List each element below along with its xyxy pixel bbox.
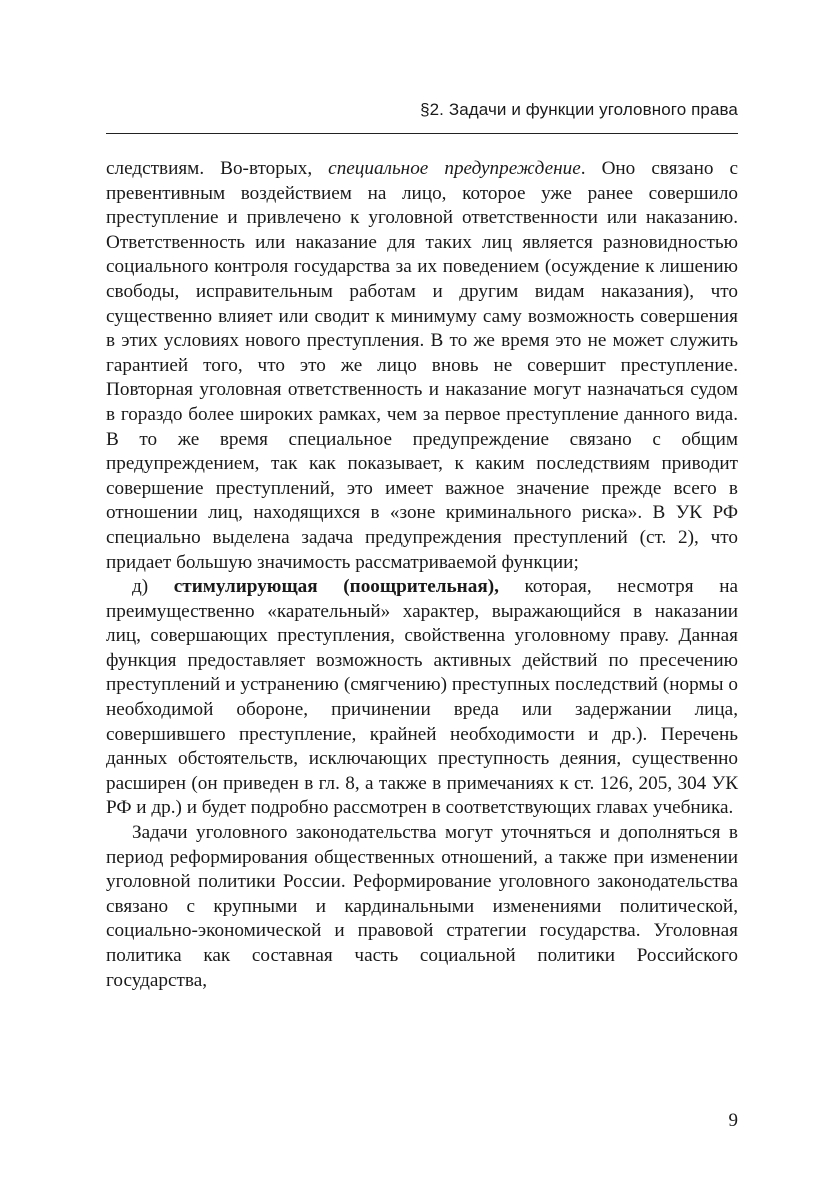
header-rule	[106, 133, 738, 134]
paragraph-legislation-tasks: Задачи уголовного законодательства могут уточняться и дополняться в период реформирования общественных отношений, а также при изменении уголовной политики России. Реформирование уголовного законодательства связано с крупными и кардинальными изменениями политической, социально-экономической и правовой стратегии государства. Уголовная политика как составная часть социальной политики Российского государства,	[106, 822, 738, 991]
paragraph-special-prevention	[106, 157, 738, 575]
list-marker-d: д)	[132, 576, 174, 598]
paragraph-1-lead: следствиям. Во-вторых,	[106, 158, 329, 179]
running-header: §2. Задачи и функции уголовного права	[420, 100, 738, 119]
paragraph-1-body: . Оно связано с превентивным воздействием на лицо, которое уже ранее совершило преступление и привлечено к уголовной ответственности или наказанию. Ответственность или наказание для таких лиц является разновидностью социального контроля государства за их поведением (осуждение к лишению свободы, исправительным работам и другим видам наказания), что существенно влияет или сводит к минимуму саму возможность совершения в этих условиях нового преступления. В то же время это не может служить гарантией того, что это же лицо вновь не совершит преступление. Повторная уголовная ответственность и наказание могут назначаться судом в гораздо более широких рамках, чем за первое преступление данного вида. В то же время специальное предупреждение связано с общим предупреждением, так как показывает, к каким последствиям приводит совершение преступлений, это имеет важное значение прежде всего в отношении лиц, находящихся в «зоне криминального риска». В УК РФ специально выделена задача предупреждения преступлений (ст. 2), что придает большую значимость рассматриваемой функции;	[106, 158, 738, 573]
page-body	[106, 157, 738, 993]
paragraph-2-body: которая, несмотря на преимущественно «карательный» характер, выражающийся в наказании лиц, совершающих преступления, свойственна уголовному праву. Данная функция предоставляет возможность активных действий по пресечению преступлений и устранению (смягчению) преступных последствий (нормы о необходимой обороне, причинении вреда или задержании лица, совершившего преступление, крайней необходимости и др.). Перечень данных обстоятельств, исключающих преступность деяния, существенно расширен (он приведен в гл. 8, а также в примечаниях к ст. 126, 205, 304 УК РФ и др.) и будет подробно рассмотрен в соответствующих главах учебника.	[106, 576, 738, 819]
paragraph-stimulating-function	[106, 575, 738, 821]
page-number: 9	[728, 1110, 738, 1131]
term-special-prevention: специальное предупреждение	[328, 158, 581, 179]
term-stimulating-function: стимулирующая (поощрительная),	[173, 576, 499, 598]
